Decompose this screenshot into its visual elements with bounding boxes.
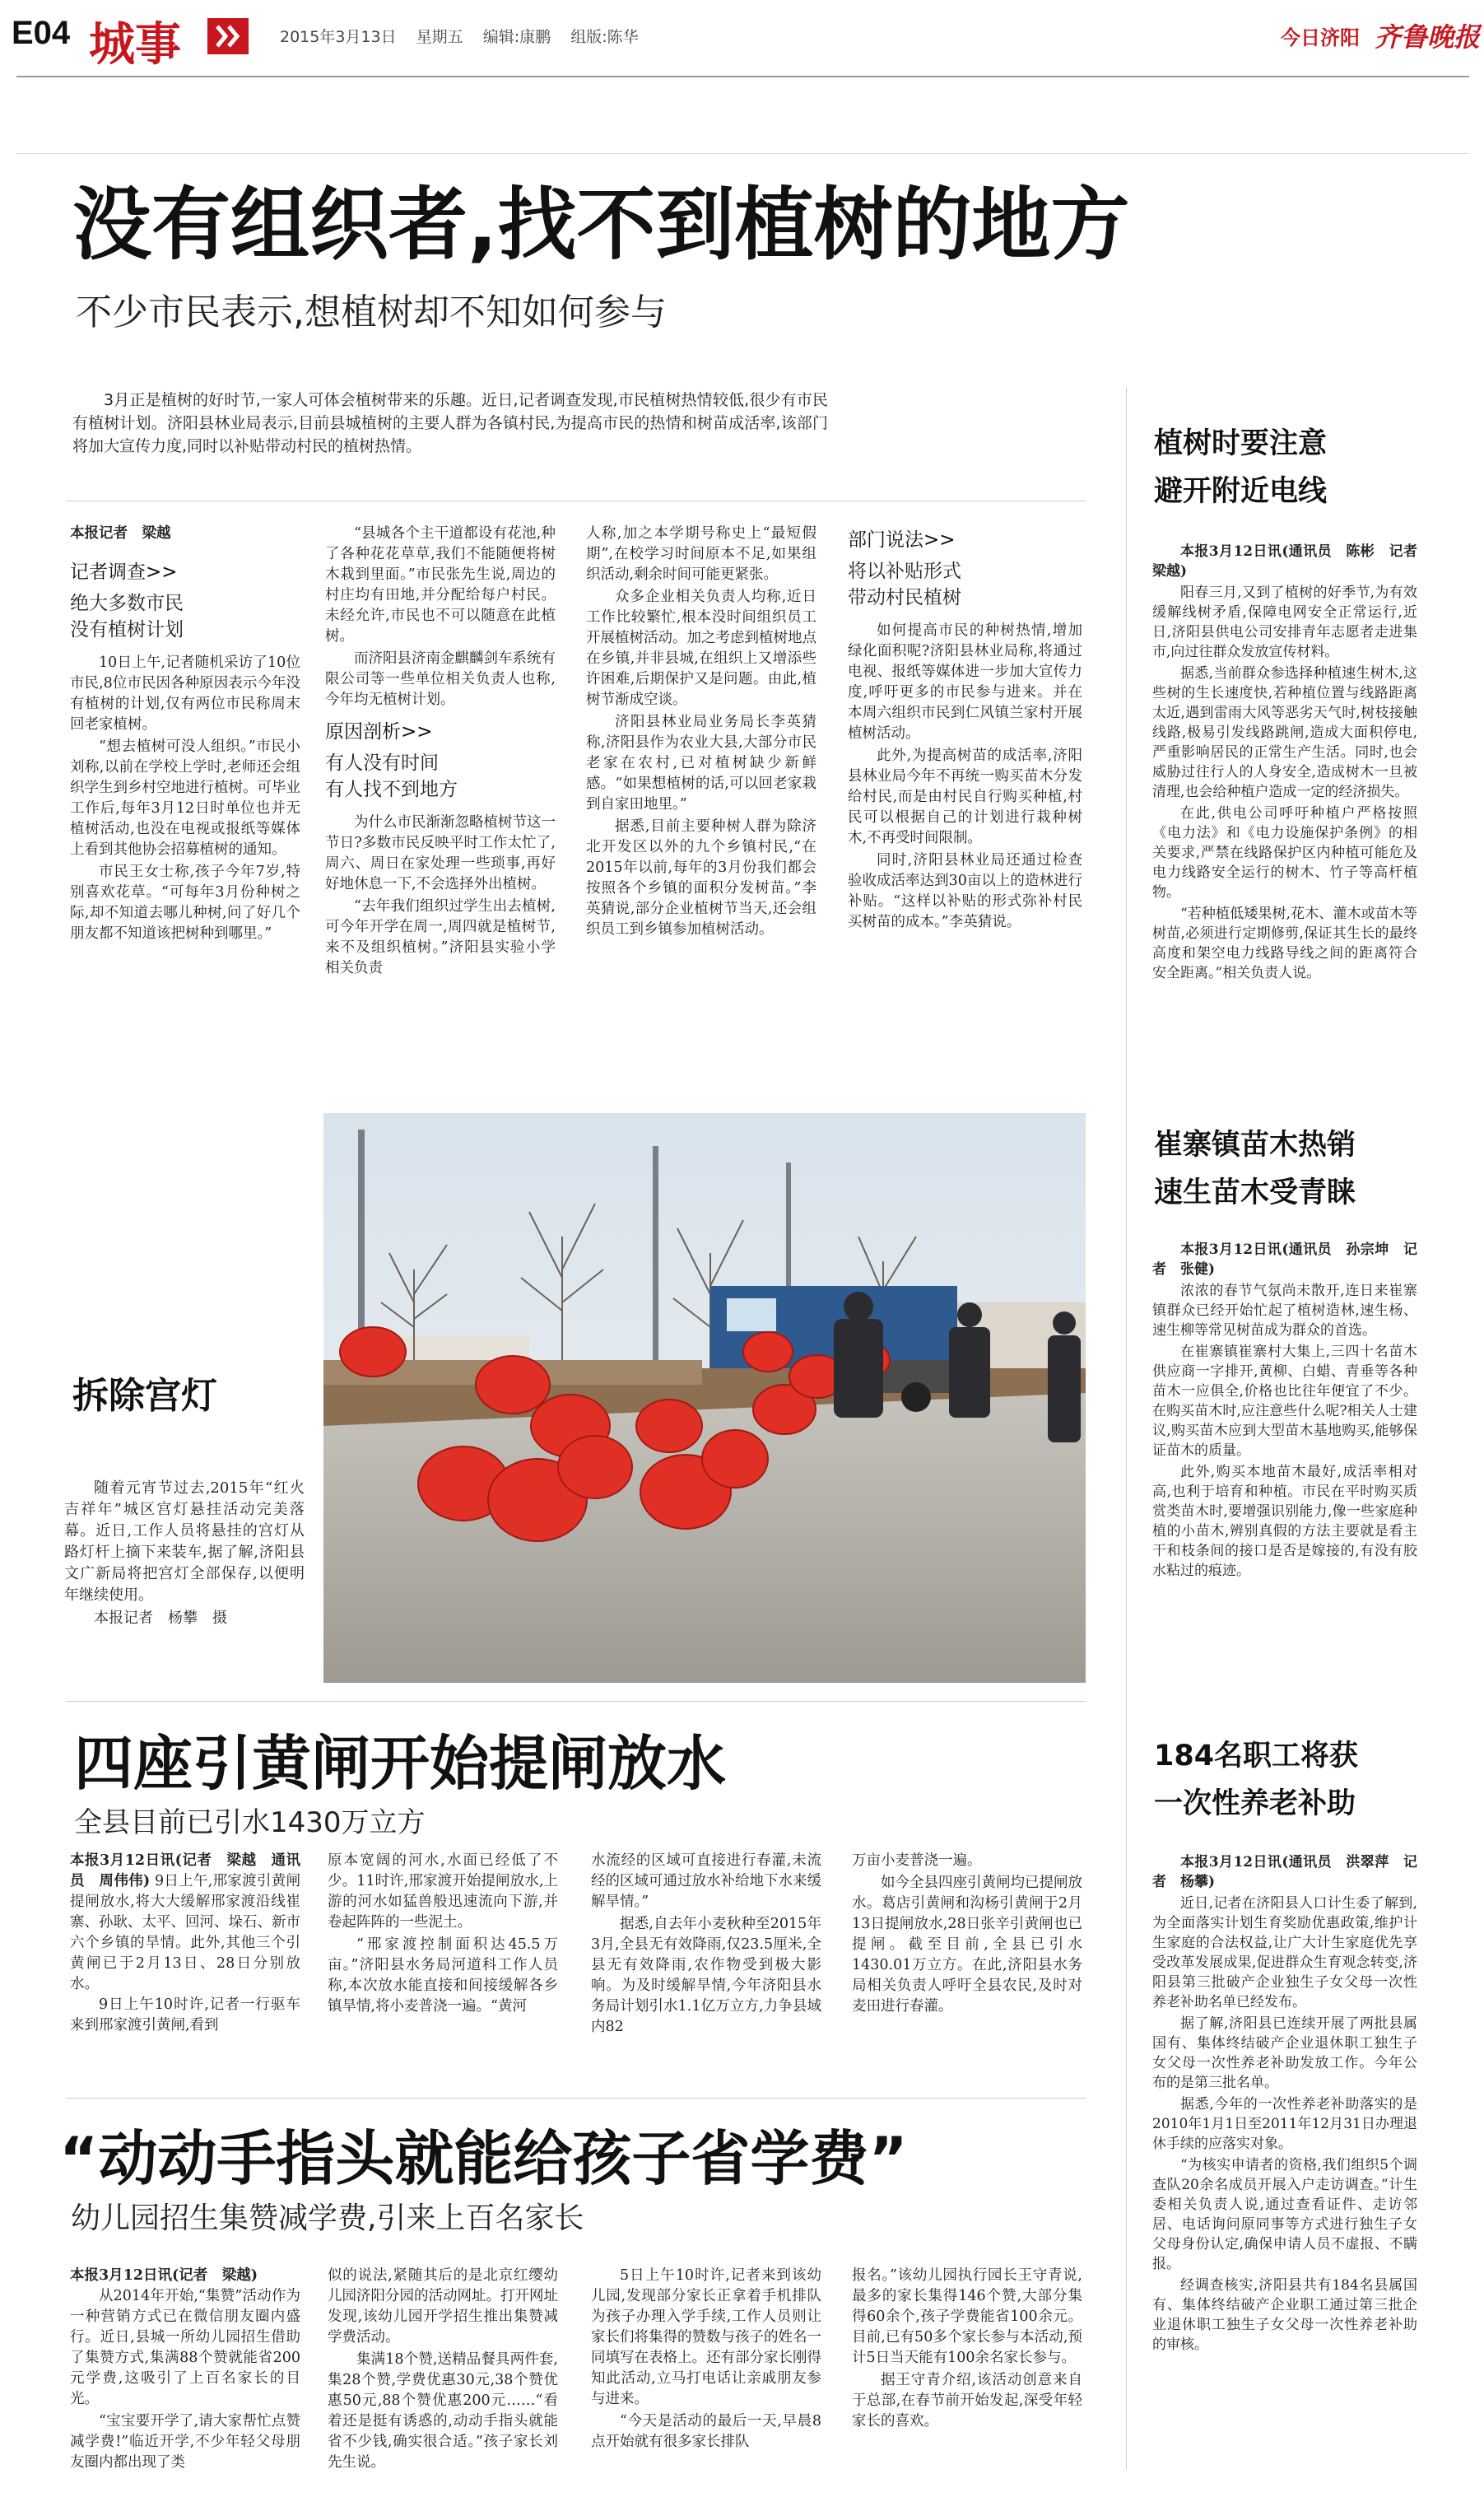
- lantern-removal-photo: [323, 1113, 1086, 1683]
- date-text: 2015年3月13日: [280, 28, 397, 46]
- photo-caption: [64, 1478, 305, 1667]
- photo-title: 拆除宫灯: [72, 1375, 217, 1417]
- lead-col3-p4: 据悉,目前主要种树人群为除济北开发区以外的九个乡镇村民,“在2015年以前,每年的3月份我们都会按照各个乡镇的面积分发树苗。”李英猜说,部分企业植树节当天,还会组织员工到乡镇参加植树活动。: [586, 818, 816, 938]
- story2-column-1: [70, 1851, 300, 2089]
- story2-c1: 9日上午,邢家渡引黄闸提闸放水,将大大缓解邢家渡沿线崔寨、孙耿、太平、回河、垛石、新市六个乡镇的旱情。此外,其他三个引黄闸已于2月13日、28日分别放水。: [70, 1873, 300, 1992]
- issue-date: [280, 25, 639, 47]
- section-marker: [207, 18, 249, 54]
- side2-title-line1: 崔寨镇苗木热销: [1154, 1129, 1356, 1162]
- story3-headline: “动动手指头就能给孩子省学费”: [59, 2124, 908, 2193]
- story2-c2b: “邢家渡控制面积达45.5万亩。”济阳县水务局河道科工作人员称,本次放水能直接和间接缓解各乡镇旱情,将小麦普浇一遍。“黄河: [328, 1936, 558, 2015]
- lead-col1-p3: 市民王女士称,孩子今年7岁,特别喜欢花草。“可每年3月份种树之际,却不知道去哪儿种树,问了好几个朋友都不知道该把树种到哪里。”: [70, 864, 300, 942]
- lead-col3-p2: 众多企业相关负责人均称,近日工作比较繁忙,根本没时间组织员工开展植树活动。加之考虑到植树地点在乡镇,并非县城,在组织上又增添些许困难,后期保护又是问题。由此,植树节渐成空谈。: [586, 589, 816, 708]
- subhead-reason: 原因剖析>>: [325, 721, 433, 743]
- lead-col2-p1: “县城各个主干道都设有花池,种了各种花花草草,我们不能随便将树木栽到里面。”市民张先生说,周边的村庄均有田地,并分配给每户村民。未经允许,市民也不可以随意在此植树。: [325, 525, 556, 645]
- lead-intro-text: 3月正是植树的好时节,一家人可体会植树带来的乐趣。近日,记者调查发现,市民植树热情较低,很少有市民有植树计划。济阳县林业局表示,目前县城植树的主要人群为各镇村民,为提高市民的热情和树苗成活率,该部门将加大宣传力度,同时以补贴带动村民的植树热情。: [72, 391, 828, 455]
- side3-title-line2: 一次性养老补助: [1154, 1787, 1356, 1820]
- side1-p1: 阳春三月,又到了植树的好季节,为有效缓解线树矛盾,保障电网安全正常运行,近日,济阳县供电公司安排青年志愿者走进集市,向过往群众发放宣传材料。: [1152, 585, 1417, 660]
- side3-p4: “为核实申请者的资格,我们组织5个调查队20余名成员开展入户走访调查。”计生委相关负责人说,通过查看证件、走访邻居、电话询问原同事等方式进行独生子女父母身份认定,确保申请人员不虚报、不瞒报。: [1152, 2157, 1417, 2272]
- subhead-reason-a: 有人没有时间: [325, 752, 439, 774]
- story3-c3: 5日上午10时许,记者来到该幼儿园,发现部分家长正拿着手机排队为孩子办理入学手续,工作人员则让家长们将集得的赞数与孩子的姓名一同填写在表格上。还有部分家长刚得知此活动,立马打电话让亲戚朋友参与进来。: [591, 2267, 821, 2407]
- story2-headline: 四座引黄闸开始提闸放水: [74, 1729, 727, 1798]
- lead-column-3: [586, 524, 816, 1034]
- lead-headline: 没有组织者,找不到植树的地方: [72, 179, 1130, 271]
- side3-p5: 经调查核实,济阳县共有184名县属国有、集体终结破产企业职工通过第三批企业退休职工独生子女父母一次性养老补助的审核。: [1152, 2277, 1417, 2353]
- subhead-department-a: 将以补贴形式: [848, 561, 961, 582]
- subhead-survey-a: 绝大多数市民: [70, 593, 184, 614]
- side1-title-line2: 避开附近电线: [1154, 475, 1328, 508]
- story3-column-1: [70, 2266, 300, 2500]
- lead-col4-p2: 此外,为提高树苗的成活率,济阳县林业局今年不再统一购买苗木分发给村民,而是由村民自行购买种植,村民可以根据自己的计划进行栽种树木,不再受时间限制。: [848, 748, 1082, 846]
- lead-col2-p4: “去年我们组织过学生出去植树,可今年开学在周一,周四就是植树节,来不及组织植树。”济阳县实验小学相关负责: [325, 898, 556, 976]
- lead-byline: 本报记者 梁越: [70, 525, 171, 542]
- story2-c4: 万亩小麦普浇一遍。: [852, 1852, 982, 1869]
- story3-column-3: [591, 2266, 821, 2500]
- side2-title-line2: 速生苗木受青睐: [1154, 1176, 1356, 1209]
- page-header: [0, 0, 1484, 78]
- subhead-survey: 记者调查>>: [70, 561, 178, 583]
- story3-c1b: “宝宝要开学了,请大家帮忙点赞减学费!”临近开学,不少年轻父母朋友圈内都出现了类: [70, 2413, 300, 2471]
- story2-column-4: [852, 1851, 1082, 2089]
- side2-body: [1152, 1240, 1417, 1684]
- story2-c3: 水流经的区域可直接进行春灌,未流经的区域可通过放水补给地下水来缓解旱情。”: [591, 1852, 821, 1910]
- section-rule-2: [66, 2098, 1086, 2099]
- story2-subtitle: 全县目前已引水1430万立方: [74, 1806, 426, 1839]
- subhead-department-b: 带动村民植树: [848, 587, 961, 608]
- editor-text: 编辑:康鹏: [482, 28, 551, 46]
- side1-title: [1154, 420, 1450, 515]
- side3-p1: 近日,记者在济阳县人口计生委了解到,为全面落实计划生育奖励优惠政策,维护计生家庭的合法权益,让广大计生家庭优先享受改革发展成果,促进群众生育观念转变,济阳县第三批破产企业独生子女父母一次性养老补助名单已经发布。: [1152, 1895, 1417, 2010]
- side2-p3: 此外,购买本地苗木最好,成活率相对高,也利于培育和种植。市民在平时购买质赏类苗木时,要增强识别能力,像一些家庭种植的小苗木,辨别真假的方法主要就是看主干和枝条间的接口是否是嫁接的,有没有胶水粘过的痕迹。: [1152, 1464, 1417, 1579]
- side3-body: [1152, 1852, 1417, 2499]
- side1-byline: 本报3月12日讯(通讯员 陈彬 记者 梁越): [1152, 543, 1431, 580]
- story3-c2: 似的说法,紧随其后的是北京红缨幼儿园济阳分园的活动网址。打开网址发现,该幼儿园开学招生推出集赞减学费活动。: [328, 2267, 558, 2346]
- lead-col2-p3: 为什么市民渐渐忽略植树节这一节日?多数市民反映平时工作太忙了,周六、周日在家处理一些琐事,再好好地休息一下,不会选择外出植树。: [325, 814, 556, 892]
- header-rule: [16, 76, 1469, 77]
- side1-p4: “若种植低矮果树,花木、灌木或苗木等树苗,必须进行定期修剪,保证其生长的最终高度和架空电力线路导线之间的距离符合安全距离。”相关负责人说。: [1152, 906, 1417, 981]
- story2-column-2: [328, 1851, 558, 2089]
- story2-c2: 原本宽阔的河水,水面已经低了不少。11时许,邢家渡开始提闸放水,上游的河水如猛兽般迅速流向下游,并卷起阵阵的一些泥土。: [328, 1852, 558, 1931]
- side1-title-line1: 植树时要注意: [1154, 427, 1328, 460]
- story3-c2b: 集满18个赞,送精品餐具两件套,集28个赞,学费优惠30元,38个赞优惠50元,88个赞优惠200元……“看着还是挺有诱惑的,动动手指头就能省不少钱,确实很合适。”孩子家长刘先生说。: [328, 2351, 558, 2471]
- side3-title-line1: 184名职工将获: [1154, 1740, 1359, 1773]
- lead-col3-p3: 济阳县林业局业务局长李英猜称,济阳县作为农业大县,大部分市民老家在农村,已对植树缺少新鲜感。“如果想植树的话,可以回老家栽到自家田地里。”: [586, 714, 816, 813]
- lead-column-4: [848, 524, 1082, 1034]
- layout-text: 组版:陈华: [570, 28, 639, 46]
- lead-col3-p1: 人称,加之本学期号称史上“最短假期”,在校学习时间原本不足,如果组织活动,剩余时间可能更紧张。: [586, 525, 816, 583]
- lead-col4-p1: 如何提高市民的种树热情,增加绿化面积呢?济阳县林业局称,将通过电视、报纸等媒体进一步加大宣传力度,呼吁更多的市民参与进来。并在本周六组织市民到仁风镇兰家村开展植树活动。: [848, 622, 1082, 742]
- lead-col1-p2: “想去植树可没人组织。”市民小刘称,以前在学校上学时,老师还会组织学生到乡村空地进行植树。可毕业工作后,每年3月12日时单位也并无植树活动,也没在电视或报纸等媒体上看到其他协会招募植树的通知。: [70, 738, 300, 858]
- story3-c4b: 据王守青介绍,该活动创意来自于总部,在春节前开始发起,深受年轻家长的喜欢。: [852, 2372, 1082, 2429]
- lead-column-2: [325, 524, 556, 1034]
- page-number: E04: [12, 15, 71, 51]
- newspaper-logo: 齐鲁晚报: [1375, 21, 1481, 53]
- story3-column-4: [852, 2266, 1082, 2500]
- story2-c3b: 据悉,自去年小麦秋种至2015年3月,全县无有效降雨,仅23.5厘米,全县无有效降雨,农作物受到极大影响。为及时缓解旱情,今年济阳县水务局计划引水1.1亿万立方,力争县域内82: [591, 1916, 821, 2035]
- lead-col1-p1: 10日上午,记者随机采访了10位市民,8位市民因各种原因表示今年没有植树的计划,仅有两位市民称周末回老家植树。: [70, 655, 300, 733]
- story3-c3b: “今天是活动的最后一天,早晨8点开始就有很多家长排队: [591, 2413, 821, 2450]
- header-rule-2: [16, 153, 1469, 154]
- side1-p3: 在此,供电公司呼吁种植户严格按照《电力法》和《电力设施保护条例》的相关要求,严禁在线路保护区内种植可能危及电力线路安全运行的树木、竹子等高杆植物。: [1152, 805, 1417, 901]
- side3-title: [1154, 1732, 1450, 1828]
- lead-col4-p3: 同时,济阳县林业局还通过检查验收成活率达到30亩以上的造林进行补贴。“这样以补贴的形式弥补村民买树苗的成本。”李英猜说。: [848, 852, 1082, 930]
- story2-c4b: 如今全县四座引黄闸均已提闸放水。葛店引黄闸和沟杨引黄闸于2月13日提闸放水,28日张辛引黄闸也已提闸。截至目前,全县已引水1430.01万立方。在此,济阳县水务局相关负责人呼吁全县农民,及时对麦田进行春灌。: [852, 1875, 1082, 2015]
- photo-caption-text: 随着元宵节过去,2015年“红火吉祥年”城区宫灯悬挂活动完美落幕。近日,工作人员将悬挂的宫灯从路灯杆上摘下来装车,据了解,济阳县文广新局将把宫灯全部保存,以便明年继续使用。: [64, 1479, 305, 1604]
- side3-byline: 本报3月12日讯(通讯员 洪翠萍 记者 杨攀): [1152, 1854, 1417, 1890]
- chevron-right-icon: [207, 18, 249, 54]
- story2-column-3: [591, 1851, 821, 2089]
- story2-byline: 本报3月12日讯(记者 梁越 通讯员 周伟伟): [70, 1852, 300, 1889]
- side3-p3: 据悉,今年的一次性养老补助落实的是2010年1月1日至2011年12月31日办理退休手续的应落实对象。: [1152, 2096, 1417, 2152]
- lead-intro: [72, 389, 828, 494]
- subhead-department: 部门说法>>: [848, 529, 956, 551]
- column-divider: [1126, 387, 1127, 2470]
- lead-col2-p2: 而济阳县济南金麒麟剑车系统有限公司等一些单位相关负责人也称,今年均无植树计划。: [325, 650, 556, 708]
- weekday-text: 星期五: [416, 28, 463, 46]
- side3-p2: 据了解,济阳县已连续开展了两批县属国有、集体终结破产企业退休职工独生子女父母一次性养老补助发放工作。今年公布的是第三批名单。: [1152, 2015, 1417, 2091]
- side2-title: [1154, 1121, 1450, 1217]
- subhead-survey-b: 没有植树计划: [70, 619, 184, 641]
- column-name: 今日济阳: [1281, 26, 1360, 49]
- story3-c4: 报名。”该幼儿园执行园长王守青说,最多的家长集得146个赞,大部分集得60余个,孩子学费能省100余元。目前,已有50多个家长参与本活动,预计5日当天能有100余名家长参与。: [852, 2267, 1082, 2366]
- story3-column-2: [328, 2266, 558, 2500]
- lead-column-1: [70, 524, 300, 1034]
- section-title: 城事: [89, 18, 181, 72]
- lead-subtitle: 不少市民表示,想植树却不知如何参与: [76, 291, 667, 333]
- section-rule-1: [66, 1701, 1086, 1702]
- story3-byline: 本报3月12日讯(记者 梁越): [70, 2267, 258, 2284]
- subhead-reason-b: 有人找不到地方: [325, 779, 458, 800]
- story3-c1: 从2014年开始,“集赞”活动作为一种营销方式已在微信朋友圈内盛行。近日,县城一所幼儿园招生借助了集赞方式,集满88个赞就能省200元学费,这吸引了上百名家长的目光。: [70, 2288, 300, 2407]
- story2-c1b: 9日上午10时许,记者一行驱车来到邢家渡引黄闸,看到: [70, 1996, 300, 2033]
- story3-subtitle: 幼儿园招生集赞减学费,引来上百名家长: [71, 2201, 584, 2235]
- side1-body: [1152, 542, 1431, 1118]
- side2-byline: 本报3月12日讯(通讯员 孙宗坤 记者 张健): [1152, 1242, 1417, 1278]
- news-photo: [323, 1113, 1086, 1683]
- side1-p2: 据悉,当前群众参选择种植速生树木,这些树的生长速度快,若种植位置与线路距离太近,遇到雷雨大风等恶劣天气时,树枝接触线路,极易引发线路跳闸,造成大面积停电,严重影响居民的正常生产生活。同时,也会威胁过往行人的人身安全,造成树木一旦被清理,也会给种植户造成一定的经济损失。: [1152, 665, 1417, 800]
- side2-p2: 在崔寨镇崔寨村大集上,三四十名苗木供应商一字排开,黄柳、白蜡、青垂等各种苗木一应俱全,价格也比往年便宜了不少。在购买苗木时,应注意些什么呢?相关人士建议,购买苗木应到大型苗木基地购买,能够保证苗木的质量。: [1152, 1344, 1417, 1459]
- photo-credit: 本报记者 杨攀 摄: [94, 1610, 227, 1627]
- side2-p1: 浓浓的春节气氛尚未散开,连日来崔寨镇群众已经开始忙起了植树造林,速生杨、速生柳等常见树苗成为群众的首选。: [1152, 1283, 1417, 1339]
